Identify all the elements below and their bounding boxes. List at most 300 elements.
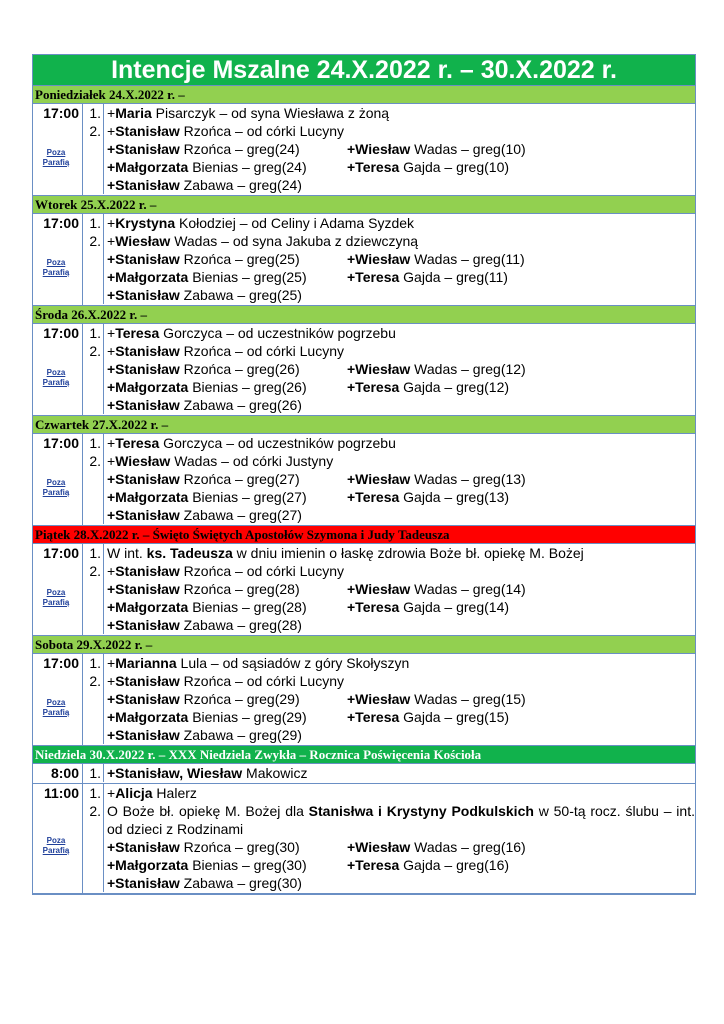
gregorian-rest: Bienias – greg(28): [188, 599, 307, 615]
gregorian-text: [103, 598, 695, 616]
intention-name: ks. Tadeusza: [146, 545, 233, 561]
parafia-label: Parafią: [42, 708, 70, 717]
gregorian-rest: Bienias – greg(25): [188, 269, 307, 285]
poza-parafia-note: [33, 836, 79, 856]
intention-name: Stanisław: [115, 563, 180, 579]
intentions-list: [83, 764, 695, 783]
gregorian-rest: Zabawa – greg(30): [179, 875, 302, 891]
intention-line: [83, 104, 695, 122]
sunday-header: Niedziela 30.X.2022 r. – XXX Niedziela Zwykła – Rocznica Poświęcenia Kościoła: [33, 746, 695, 764]
intention-rest: Rzońca – od córki Lucyny: [179, 343, 344, 359]
poza-label: Poza: [46, 478, 66, 487]
gregorian-line: [83, 268, 695, 286]
gregorian-name: +Wiesław: [347, 361, 411, 377]
gregorian-line: [83, 598, 695, 616]
gregorian-line: [83, 286, 695, 304]
intention-number: 1.: [89, 765, 101, 781]
intention-text: [103, 232, 695, 250]
intention-line: [83, 654, 695, 672]
intention-rest: w 50-tą rocz. ślubu – int. od dzieci z Rodzinami: [107, 803, 695, 837]
gregorian-line: [83, 838, 695, 856]
gregorian-right: [347, 471, 526, 487]
mass-time-cell: [33, 544, 83, 635]
gregorian-name: +Małgorzata: [107, 269, 189, 285]
gregorian-name: +Wiesław: [347, 471, 411, 487]
mass-time-cell: [33, 764, 83, 783]
day-header: Wtorek 25.X.2022 r. –: [33, 196, 695, 214]
intention-number: 2.: [89, 803, 101, 819]
intention-text: [103, 654, 695, 672]
intention-line: [83, 214, 695, 232]
intention-name: Marianna: [115, 655, 177, 671]
gregorian-name: +Małgorzata: [107, 857, 189, 873]
intention-text: [103, 214, 695, 232]
empty-number: [83, 838, 103, 856]
intention-prefix: +: [107, 123, 116, 139]
gregorian-line: [83, 378, 695, 396]
gregorian-left: [107, 177, 302, 193]
gregorian-right: [347, 489, 509, 505]
gregorian-rest: Zabawa – greg(29): [179, 727, 302, 743]
intention-number: 2.: [89, 563, 101, 579]
gregorian-rest: Gajda – greg(13): [399, 489, 510, 505]
gregorian-rest: Bienias – greg(30): [188, 857, 307, 873]
gregorian-line: [83, 690, 695, 708]
intention-rest: Pisarczyk – od syna Wiesława z żoną: [151, 105, 390, 121]
gregorian-name: +Teresa: [347, 709, 400, 725]
gregorian-name: +Stanisław: [107, 727, 180, 743]
gregorian-text: [103, 726, 695, 744]
gregorian-line: [83, 488, 695, 506]
intention-prefix: +: [107, 343, 116, 359]
gregorian-left: [107, 838, 347, 856]
intention-prefix: W int.: [107, 545, 147, 561]
intention-prefix: +: [107, 325, 116, 341]
intention-prefix: +: [107, 435, 116, 451]
gregorian-left: [107, 360, 347, 378]
gregorian-rest: Wadas – greg(14): [410, 581, 526, 597]
gregorian-text: [103, 506, 695, 524]
intentions-list: [83, 104, 695, 195]
gregorian-rest: Gajda – greg(15): [399, 709, 510, 725]
intentions-sheet: [32, 54, 696, 895]
gregorian-left: [107, 617, 302, 633]
mass-time-cell: [33, 214, 83, 305]
gregorian-right: [347, 379, 509, 395]
gregorian-rest: Rzońca – greg(29): [179, 691, 300, 707]
empty-number: [83, 360, 103, 378]
intention-line: [83, 342, 695, 360]
gregorian-line: [83, 856, 695, 874]
gregorian-left: [107, 875, 302, 891]
gregorian-name: +Stanisław: [107, 471, 180, 487]
day-header: Poniedziałek 24.X.2022 r. –: [33, 86, 695, 104]
gregorian-text: [103, 140, 695, 158]
intention-number: 1.: [89, 435, 101, 451]
intention-line: [83, 544, 695, 562]
gregorian-right: [347, 839, 526, 855]
gregorian-name: +Stanisław: [107, 581, 180, 597]
intention-rest: Rzońca – od córki Lucyny: [179, 563, 344, 579]
mass-row: [33, 764, 695, 784]
intention-number: 2.: [89, 453, 101, 469]
gregorian-line: [83, 158, 695, 176]
mass-time-cell: [33, 434, 83, 525]
day-header: Sobota 29.X.2022 r. –: [33, 636, 695, 654]
intention-line: [83, 452, 695, 470]
intention-prefix: +: [107, 233, 116, 249]
gregorian-name: +Wiesław: [347, 141, 411, 157]
intention-line: [83, 232, 695, 250]
gregorian-right: [347, 691, 526, 707]
gregorian-line: [83, 616, 695, 634]
poza-label: Poza: [46, 258, 66, 267]
intention-number: 1.: [89, 325, 101, 341]
intention-line: [83, 122, 695, 140]
gregorian-left: [107, 708, 347, 726]
gregorian-name: +Stanisław: [107, 397, 180, 413]
intention-text: [103, 802, 695, 838]
gregorian-name: +Stanisław: [107, 839, 180, 855]
gregorian-right: [347, 251, 525, 267]
gregorian-rest: Wadas – greg(10): [410, 141, 526, 157]
intention-prefix: +: [107, 673, 116, 689]
intention-prefix: +: [107, 785, 116, 801]
intention-number: 2.: [89, 123, 101, 139]
gregorian-text: [103, 856, 695, 874]
intention-rest: Gorczyca – od uczestników pogrzebu: [159, 325, 396, 341]
gregorian-left: [107, 580, 347, 598]
gregorian-rest: Wadas – greg(11): [410, 251, 525, 267]
gregorian-line: [83, 360, 695, 378]
poza-parafia-note: [33, 698, 79, 718]
empty-number: [83, 616, 103, 634]
gregorian-right: [347, 599, 509, 615]
intention-rest: Rzońca – od córki Lucyny: [179, 123, 344, 139]
gregorian-text: [103, 838, 695, 856]
intention-text: [103, 764, 695, 782]
gregorian-rest: Wadas – greg(15): [410, 691, 526, 707]
intention-line: [83, 802, 695, 838]
poza-label: Poza: [46, 836, 66, 845]
gregorian-rest: Zabawa – greg(27): [179, 507, 302, 523]
intention-name: Wiesław: [115, 453, 171, 469]
intention-rest: Lula – od sąsiadów z góry Skołyszyn: [176, 655, 410, 671]
empty-number: [83, 598, 103, 616]
intention-rest: Kołodziej – od Celiny i Adama Syzdek: [175, 215, 415, 231]
gregorian-rest: Wadas – greg(12): [410, 361, 526, 377]
gregorian-left: [107, 268, 347, 286]
gregorian-left: [107, 598, 347, 616]
gregorian-right: [347, 857, 509, 873]
mass-time-cell: [33, 784, 83, 893]
gregorian-line: [83, 250, 695, 268]
gregorian-line: [83, 708, 695, 726]
gregorian-text: [103, 286, 695, 304]
empty-number: [83, 286, 103, 304]
mass-time: 17:00: [43, 545, 79, 561]
gregorian-left: [107, 488, 347, 506]
empty-number: [83, 378, 103, 396]
gregorian-text: [103, 690, 695, 708]
intention-text: [103, 324, 695, 342]
gregorian-left: [107, 250, 347, 268]
gregorian-name: +Stanisław: [107, 251, 180, 267]
gregorian-rest: Rzońca – greg(28): [179, 581, 300, 597]
gregorian-text: [103, 396, 695, 414]
gregorian-line: [83, 176, 695, 194]
gregorian-rest: Zabawa – greg(24): [179, 177, 302, 193]
intention-text: [103, 544, 695, 562]
parafia-label: Parafią: [42, 158, 70, 167]
intention-prefix: +: [107, 215, 116, 231]
mass-time: 17:00: [43, 435, 79, 451]
mass-time: 17:00: [43, 655, 79, 671]
mass-time-cell: [33, 104, 83, 195]
intention-rest: Halerz: [152, 785, 197, 801]
intention-number: 1.: [89, 105, 101, 121]
intention-text: [103, 104, 695, 122]
intentions-list: [83, 214, 695, 305]
gregorian-line: [83, 396, 695, 414]
gregorian-name: +Teresa: [347, 379, 400, 395]
gregorian-left: [107, 470, 347, 488]
intentions-list: [83, 324, 695, 415]
intention-number: 2.: [89, 343, 101, 359]
intention-number: 1.: [89, 655, 101, 671]
gregorian-name: +Stanisław: [107, 617, 180, 633]
empty-number: [83, 506, 103, 524]
intention-name: Maria: [115, 105, 152, 121]
mass-time: 17:00: [43, 215, 79, 231]
intention-rest: Gorczyca – od uczestników pogrzebu: [159, 435, 396, 451]
intention-text: [103, 672, 695, 690]
gregorian-name: +Wiesław: [347, 251, 411, 267]
intentions-list: [83, 654, 695, 745]
intention-rest: Rzońca – od córki Lucyny: [179, 673, 344, 689]
days-container: [33, 86, 695, 746]
intention-line: [83, 324, 695, 342]
gregorian-left: [107, 287, 302, 303]
gregorian-left: [107, 690, 347, 708]
intention-number: 2.: [89, 233, 101, 249]
gregorian-line: [83, 874, 695, 892]
intentions-list: [83, 544, 695, 635]
intentions-list: [83, 434, 695, 525]
intention-number: 2.: [89, 673, 101, 689]
gregorian-rest: Bienias – greg(26): [188, 379, 307, 395]
intention-rest: Makowicz: [242, 765, 308, 781]
gregorian-text: [103, 708, 695, 726]
parafia-label: Parafią: [42, 488, 70, 497]
gregorian-text: [103, 378, 695, 396]
gregorian-name: +Teresa: [347, 159, 400, 175]
gregorian-rest: Zabawa – greg(28): [179, 617, 302, 633]
page-title: Intencje Mszalne 24.X.2022 r. – 30.X.2022 r.: [33, 55, 695, 86]
gregorian-text: [103, 268, 695, 286]
gregorian-left: [107, 397, 302, 413]
gregorian-rest: Gajda – greg(16): [399, 857, 510, 873]
intention-line: [83, 562, 695, 580]
intention-rest: Wadas – od syna Jakuba z dziewczyną: [170, 233, 419, 249]
gregorian-name: +Małgorzata: [107, 379, 189, 395]
gregorian-rest: Gajda – greg(12): [399, 379, 510, 395]
gregorian-left: [107, 378, 347, 396]
empty-number: [83, 856, 103, 874]
mass-time: 8:00: [50, 765, 79, 781]
poza-parafia-note: [33, 368, 79, 388]
empty-number: [83, 158, 103, 176]
gregorian-rest: Rzońca – greg(26): [179, 361, 300, 377]
gregorian-name: +Wiesław: [347, 691, 411, 707]
gregorian-name: +Wiesław: [347, 839, 411, 855]
empty-number: [83, 396, 103, 414]
gregorian-text: [103, 488, 695, 506]
intention-name: +Stanisław, Wiesław: [107, 765, 243, 781]
poza-parafia-note: [33, 478, 79, 498]
gregorian-right: [347, 709, 509, 725]
intention-number: 1.: [89, 215, 101, 231]
mass-time: 11:00: [43, 785, 79, 801]
intention-line: [83, 764, 695, 782]
day-header: Środa 26.X.2022 r. –: [33, 306, 695, 324]
poza-parafia-note: [33, 148, 79, 168]
intention-line: [83, 672, 695, 690]
intention-text: [103, 562, 695, 580]
intention-number: 1.: [89, 785, 101, 801]
empty-number: [83, 470, 103, 488]
gregorian-name: +Stanisław: [107, 361, 180, 377]
gregorian-line: [83, 506, 695, 524]
gregorian-left: [107, 727, 302, 743]
empty-number: [83, 176, 103, 194]
gregorian-line: [83, 470, 695, 488]
empty-number: [83, 250, 103, 268]
gregorian-rest: Zabawa – greg(26): [179, 397, 302, 413]
gregorian-text: [103, 158, 695, 176]
gregorian-name: +Teresa: [347, 599, 400, 615]
gregorian-left: [107, 507, 302, 523]
intention-text: [103, 342, 695, 360]
gregorian-right: [347, 361, 526, 377]
gregorian-rest: Gajda – greg(11): [399, 269, 508, 285]
poza-label: Poza: [46, 698, 66, 707]
empty-number: [83, 140, 103, 158]
gregorian-name: +Małgorzata: [107, 599, 189, 615]
mass-time: 17:00: [43, 325, 79, 341]
mass-row: [33, 654, 695, 746]
gregorian-right: [347, 159, 509, 175]
poza-label: Poza: [46, 368, 66, 377]
empty-number: [83, 708, 103, 726]
gregorian-name: +Stanisław: [107, 141, 180, 157]
empty-number: [83, 874, 103, 892]
gregorian-text: [103, 580, 695, 598]
intention-name: Stanisłwa i Krystyny Podkulskich: [308, 803, 534, 819]
gregorian-rest: Gajda – greg(10): [399, 159, 510, 175]
intention-prefix: +: [107, 453, 116, 469]
mass-time-cell: [33, 654, 83, 745]
gregorian-rest: Bienias – greg(29): [188, 709, 307, 725]
gregorian-text: [103, 616, 695, 634]
intention-name: Alicja: [115, 785, 153, 801]
gregorian-name: +Stanisław: [107, 287, 180, 303]
gregorian-name: +Teresa: [347, 489, 400, 505]
gregorian-text: [103, 250, 695, 268]
gregorian-right: [347, 581, 526, 597]
day-header: Piątek 28.X.2022 r. – Święto Świętych Apostołów Szymona i Judy Tadeusza: [33, 526, 695, 544]
intention-prefix: +: [107, 105, 116, 121]
empty-number: [83, 268, 103, 286]
gregorian-name: +Teresa: [347, 857, 400, 873]
intention-text: [103, 122, 695, 140]
poza-parafia-note: [33, 588, 79, 608]
intention-name: Wiesław: [115, 233, 171, 249]
poza-label: Poza: [46, 588, 66, 597]
intention-text: [103, 784, 695, 802]
intention-name: Stanisław: [115, 673, 180, 689]
mass-row: [33, 324, 695, 416]
gregorian-line: [83, 140, 695, 158]
gregorian-rest: Rzońca – greg(25): [179, 251, 300, 267]
gregorian-text: [103, 360, 695, 378]
intention-name: Teresa: [115, 325, 160, 341]
intention-rest: Wadas – od córki Justyny: [170, 453, 334, 469]
parafia-label: Parafią: [42, 598, 70, 607]
day-header: Czwartek 27.X.2022 r. –: [33, 416, 695, 434]
intention-prefix: O Boże bł. opiekę M. Bożej dla: [107, 803, 309, 819]
gregorian-line: [83, 726, 695, 744]
gregorian-rest: Rzońca – greg(27): [179, 471, 300, 487]
intention-prefix: +: [107, 655, 116, 671]
intention-name: Stanisław: [115, 123, 180, 139]
gregorian-name: +Teresa: [347, 269, 400, 285]
gregorian-rest: Wadas – greg(16): [410, 839, 526, 855]
parafia-label: Parafią: [42, 268, 70, 277]
gregorian-name: +Stanisław: [107, 875, 180, 891]
intention-prefix: +: [107, 563, 116, 579]
intention-number: 1.: [89, 545, 101, 561]
gregorian-rest: Rzońca – greg(30): [179, 839, 300, 855]
gregorian-text: [103, 470, 695, 488]
gregorian-name: +Małgorzata: [107, 709, 189, 725]
mass-row: [33, 784, 695, 894]
intention-rest: w dniu imienin o łaskę zdrowia Boże bł. opiekę M. Bożej: [232, 545, 584, 561]
gregorian-name: +Stanisław: [107, 691, 180, 707]
gregorian-name: +Małgorzata: [107, 489, 189, 505]
gregorian-name: +Wiesław: [347, 581, 411, 597]
gregorian-rest: Rzońca – greg(24): [179, 141, 300, 157]
gregorian-rest: Gajda – greg(14): [399, 599, 510, 615]
gregorian-left: [107, 140, 347, 158]
empty-number: [83, 690, 103, 708]
parafia-label: Parafią: [42, 378, 70, 387]
mass-row: [33, 544, 695, 636]
gregorian-name: +Małgorzata: [107, 159, 189, 175]
gregorian-text: [103, 176, 695, 194]
mass-row: [33, 434, 695, 526]
sunday-section: [33, 746, 695, 894]
empty-number: [83, 488, 103, 506]
empty-number: [83, 580, 103, 598]
mass-row: [33, 214, 695, 306]
intentions-list: [83, 784, 695, 893]
gregorian-right: [347, 141, 526, 157]
intention-name: Krystyna: [115, 215, 176, 231]
poza-label: Poza: [46, 148, 66, 157]
intention-line: [83, 784, 695, 802]
intention-name: Teresa: [115, 435, 160, 451]
